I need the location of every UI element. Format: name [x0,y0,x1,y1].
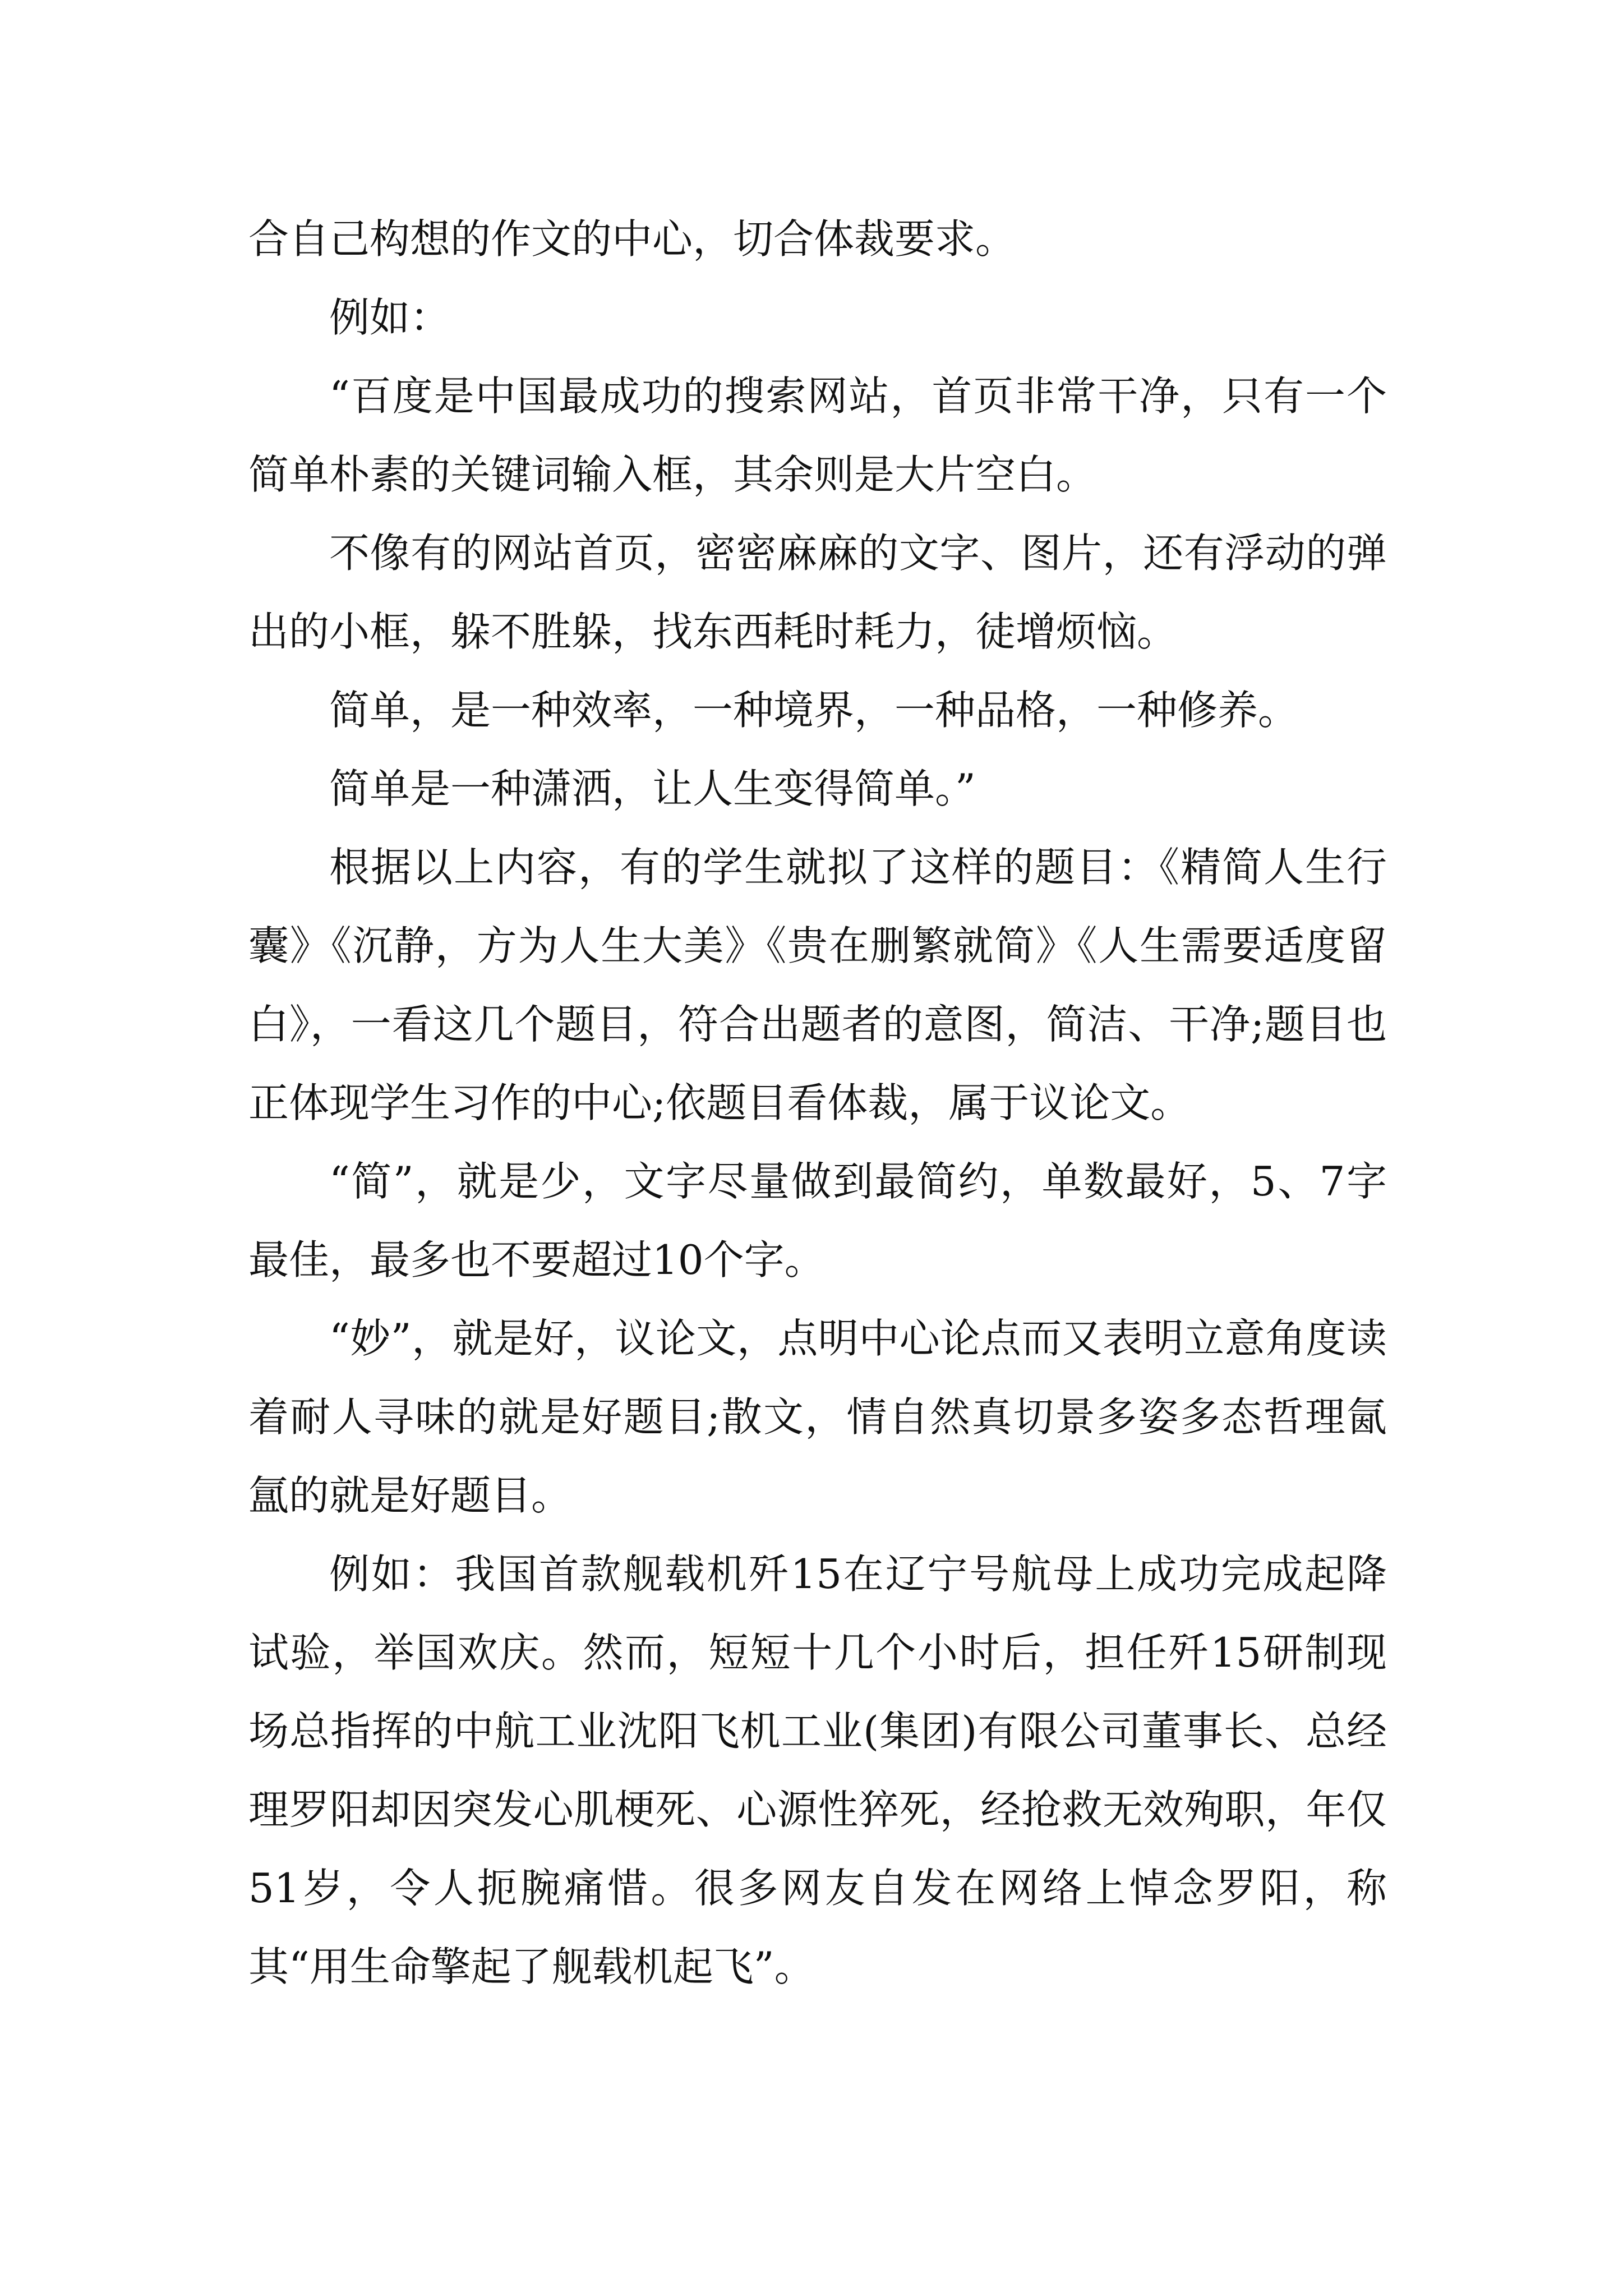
paragraph-8: “简”，就是少，文字尽量做到最简约，单数最好，5、7字最佳，最多也不要超过10个字。 [248,1158,1387,1283]
paragraph-4: 不像有的网站首页，密密麻麻的文字、图片，还有浮动的弹出的小框，躲不胜躲，找东西耗时耗力，徒增烦恼。 [248,530,1387,655]
paragraph-10: 例如：我国首款舰载机歼15在辽宁号航母上成功完成起降试验，举国欢庆。然而，短短十几个小时后，担任歼15研制现场总指挥的中航工业沈阳飞机工业(集团)有限公司董事长、总经理罗阳却因突发心肌梗死、心源性猝死，经抢救无效殉职，年仅51岁，令人扼腕痛惜。很多网友自发在网络上悼念罗阳，称其“用生命擎起了舰载机起飞”。 [248,1550,1387,1990]
paragraph-1: 合自己构想的作文的中心，切合体裁要求。 [248,215,1016,263]
paragraph-9: “妙”，就是好，议论文，点明中心论点而又表明立意角度读着耐人寻味的就是好题目;散文，情自然真切景多姿多态哲理氤氲的就是好题目。 [248,1315,1387,1519]
paragraph-5: 简单，是一种效率，一种境界，一种品格，一种修养。 [329,687,1299,734]
paragraph-2: 例如： [329,294,451,341]
paragraph-3: “百度是中国最成功的搜索网站，首页非常干净，只有一个简单朴素的关键词输入框，其余则是大片空白。 [248,372,1387,498]
paragraph-6: 简单是一种潇洒，让人生变得简单。” [329,765,976,812]
paragraph-7: 根据以上内容，有的学生就拟了这样的题目：《精简人生行囊》《沉静，方为人生大美》《贵在删繁就简》《人生需要适度留白》，一看这几个题目，符合出题者的意图，简洁、干净;题目也正体现学生习作的中心;依题目看体裁，属于议论文。 [248,844,1387,1126]
document-body [248,200,1387,2006]
